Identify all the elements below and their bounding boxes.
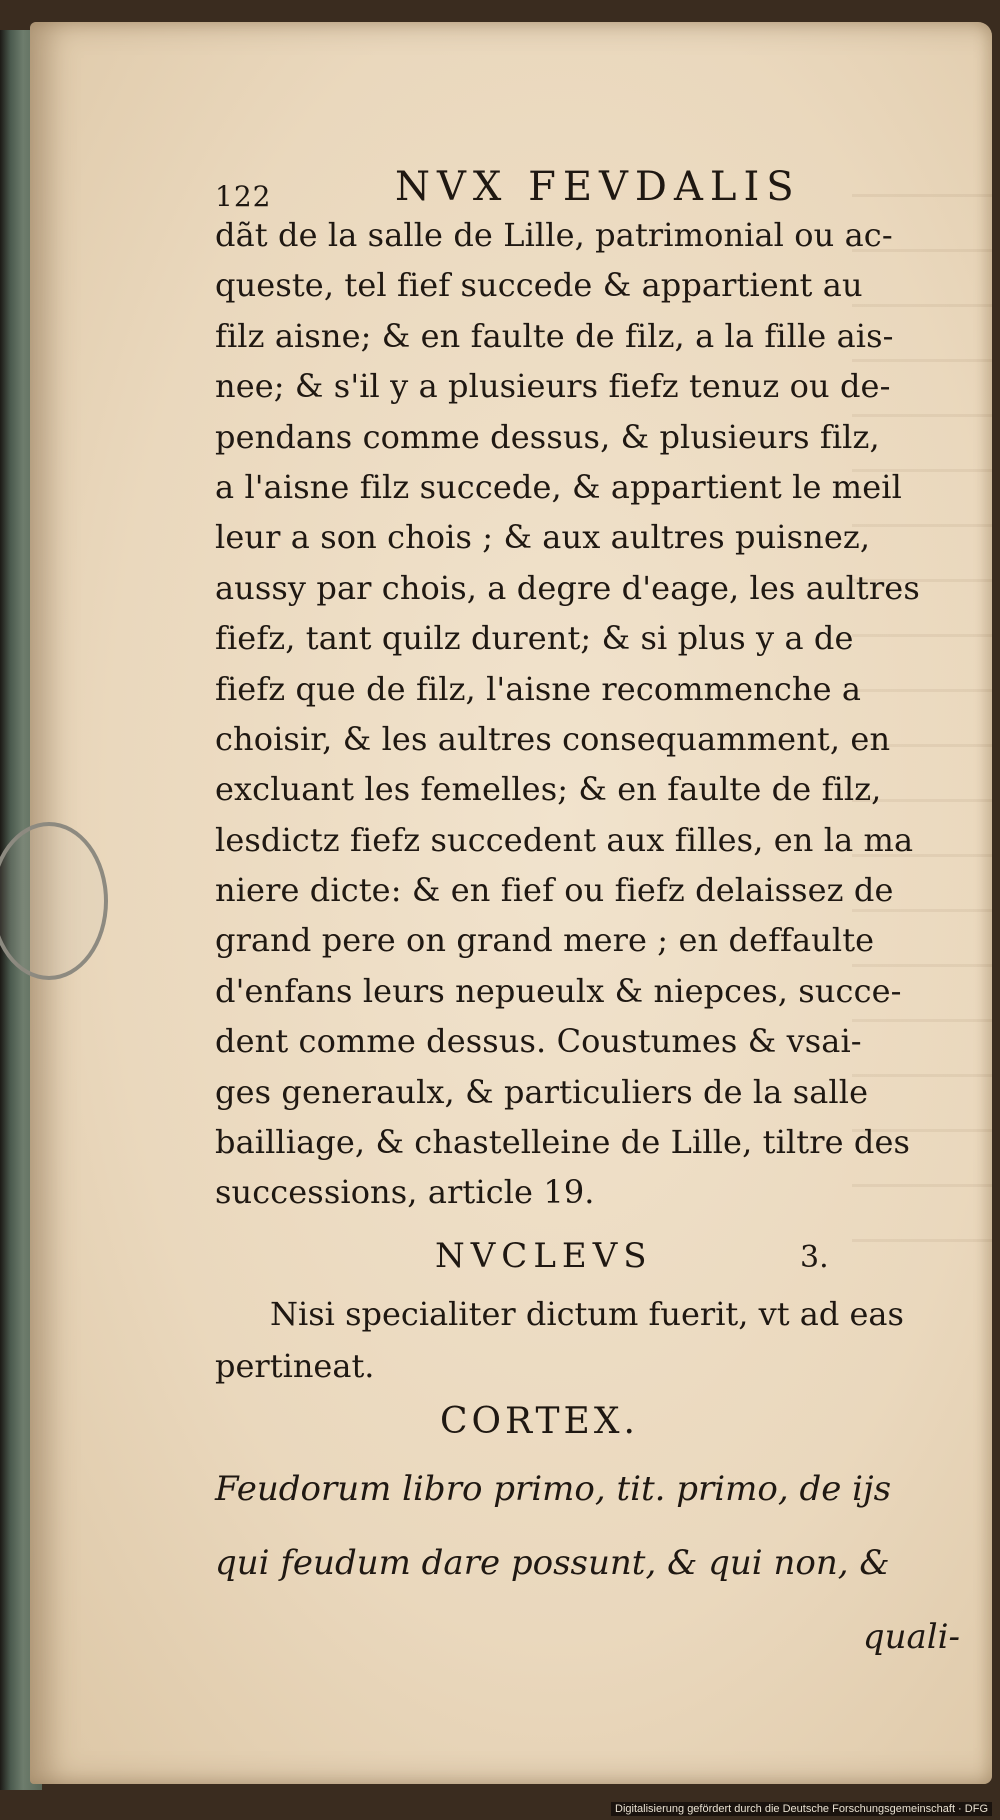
cortex-title: CORTEX. — [440, 1400, 639, 1442]
nucleus-line: pertineat. — [215, 1346, 375, 1385]
binding-ring — [0, 822, 108, 980]
body-line: niere dicte: & en fief ou fiefz delaissez de — [215, 871, 894, 910]
digitization-credit: Digitalisierung gefördert durch die Deutsche Forschungsgemeinschaft · DFG — [611, 1802, 992, 1816]
nucleus-title: NVCLEVS — [435, 1235, 653, 1276]
body-line: grand pere on grand mere ; en deffaulte — [215, 921, 875, 960]
body-line: nee; & s'il y a plusieurs fiefz tenuz ou de- — [215, 367, 891, 406]
running-title: NVX FEVDALIS — [395, 164, 801, 210]
body-text — [215, 210, 960, 1218]
body-line: queste, tel fief succede & appartient au — [215, 266, 863, 305]
body-line: ges generaulx, & particuliers de la salle — [215, 1072, 869, 1111]
body-line: dent comme dessus. Coustumes & vsai- — [215, 1022, 862, 1061]
body-line: a l'aisne filz succede, & appartient le meil — [215, 467, 902, 506]
body-line: d'enfans leurs nepueulx & niepces, succe- — [215, 971, 902, 1010]
body-line: excluant les femelles; & en faulte de filz, — [215, 770, 882, 809]
body-line: fiefz, tant quilz durent; & si plus y a de — [215, 619, 854, 658]
body-line: dãt de la salle de Lille, patrimonial ou ac- — [215, 216, 893, 254]
cortex-line: qui feudum dare possunt, & qui non, & — [215, 1542, 890, 1583]
cortex-catchword: quali- — [862, 1616, 960, 1657]
body-line: fiefz que de filz, l'aisne recommenche a — [215, 669, 862, 708]
body-line: choisir, & les aultres consequamment, en — [215, 719, 891, 758]
nucleus-line: Nisi specialiter dictum fuerit, vt ad eas — [270, 1294, 904, 1333]
page-header — [215, 158, 960, 213]
nucleus-number: 3. — [800, 1239, 829, 1275]
folio-number: 122 — [215, 180, 272, 213]
body-line: successions, article 19. — [215, 1173, 595, 1212]
page-text — [215, 158, 960, 1674]
body-line: lesdictz fiefz succedent aux filles, en la ma — [215, 820, 914, 859]
body-line: bailliage, & chastelleine de Lille, tiltre des — [215, 1123, 911, 1162]
body-line: leur a son chois ; & aux aultres puisnez, — [215, 518, 871, 557]
body-line: aussy par chois, a degre d'eage, les aultres — [215, 568, 920, 607]
nucleus-heading — [215, 1226, 960, 1288]
cortex-line: Feudorum libro primo, tit. primo, de ijs — [215, 1468, 892, 1509]
body-line: filz aisne; & en faulte de filz, a la fille ais- — [215, 316, 894, 355]
body-line: pendans comme dessus, & plusieurs filz, — [215, 417, 880, 456]
